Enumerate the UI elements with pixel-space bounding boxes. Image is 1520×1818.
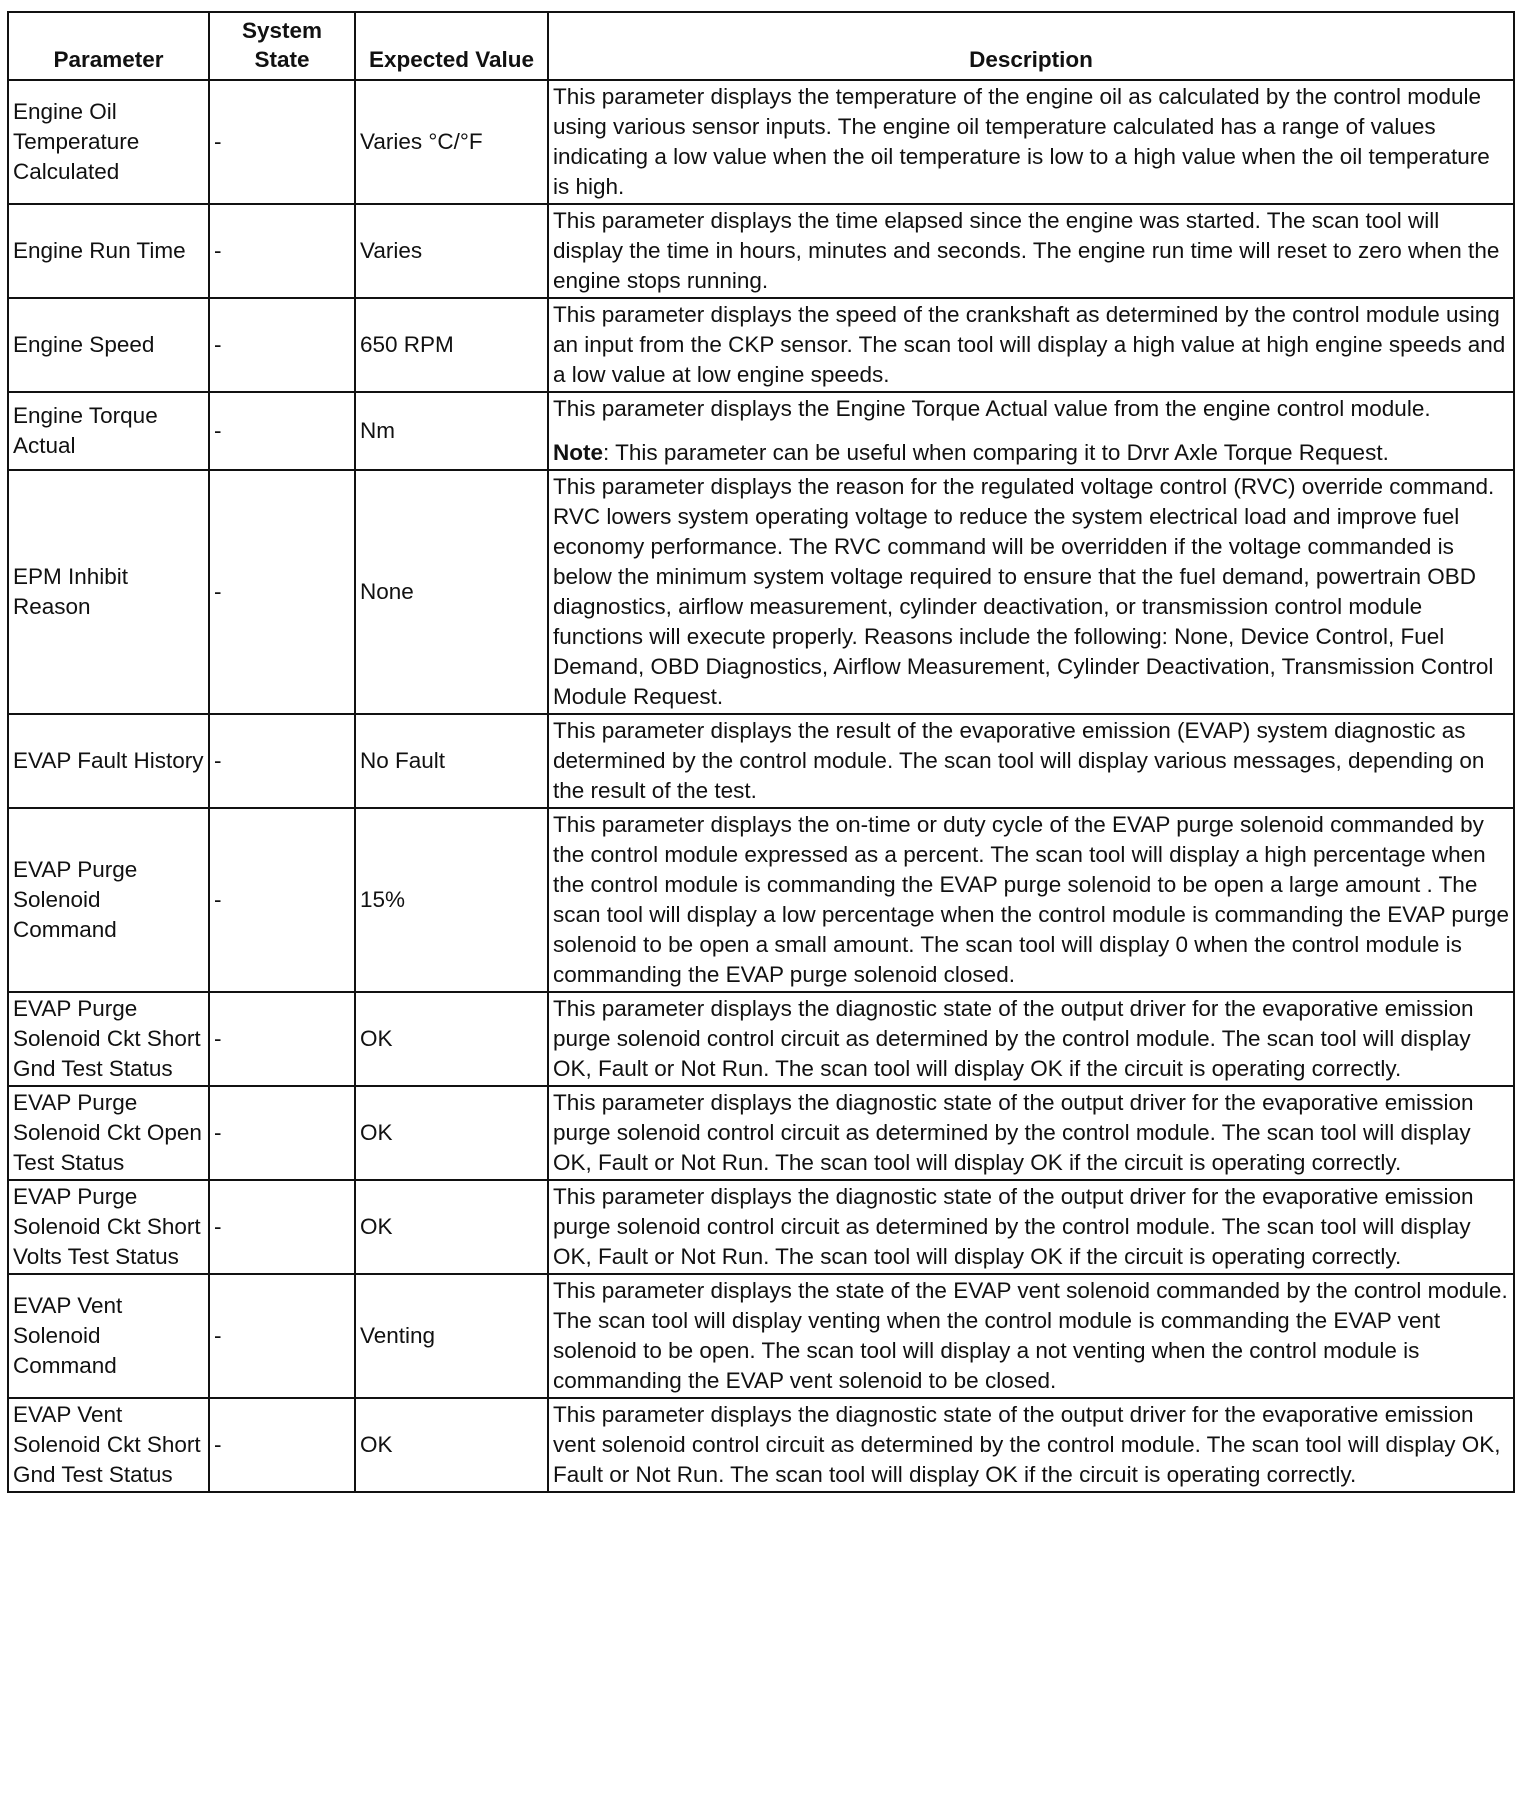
description-text: This parameter displays the diagnostic state of the output driver for the evaporative emission purge solenoid control circuit as determined by the control module. The scan tool will display OK, Fault or Not Run. The scan tool will display OK if the circuit is operating correctly. <box>553 996 1474 1081</box>
system-state-cell: - <box>209 204 355 298</box>
expected-value-cell: OK <box>355 992 548 1086</box>
parameter-cell: EPM Inhibit Reason <box>8 470 209 714</box>
expected-value-cell: Venting <box>355 1274 548 1398</box>
system-state-cell: - <box>209 714 355 808</box>
parameter-cell: EVAP Fault History <box>8 714 209 808</box>
parameter-cell: EVAP Vent Solenoid Command <box>8 1274 209 1398</box>
expected-value-cell: Nm <box>355 392 548 470</box>
description-cell <box>548 714 1514 808</box>
parameter-cell: Engine Torque Actual <box>8 392 209 470</box>
description-cell <box>548 992 1514 1086</box>
table-row <box>8 470 1514 714</box>
parameter-cell: Engine Speed <box>8 298 209 392</box>
system-state-cell: - <box>209 80 355 204</box>
table-row <box>8 714 1514 808</box>
system-state-cell: - <box>209 392 355 470</box>
description-cell <box>548 204 1514 298</box>
description-text: This parameter displays the time elapsed since the engine was started. The scan tool will display the time in hours, minutes and seconds. The engine run time will reset to zero when the engine stops running. <box>553 208 1500 293</box>
header-expected-value: Expected Value <box>355 12 548 80</box>
header-description: Description <box>548 12 1514 80</box>
system-state-cell: - <box>209 992 355 1086</box>
description-text: This parameter displays the diagnostic state of the output driver for the evaporative emission vent solenoid control circuit as determined by the control module. The scan tool will display OK, Fault or Not Run. The scan tool will display OK if the circuit is operating correctly. <box>553 1402 1501 1487</box>
system-state-cell: - <box>209 808 355 992</box>
description-text: This parameter displays the temperature of the engine oil as calculated by the control module using various sensor inputs. The engine oil temperature calculated has a range of values indicating a low value when the oil temperature is low to a high value when the oil temperature is high. <box>553 84 1490 199</box>
note-text: : This parameter can be useful when comparing it to Drvr Axle Torque Request. <box>603 440 1389 465</box>
description-text: This parameter displays the speed of the crankshaft as determined by the control module using an input from the CKP sensor. The scan tool will display a high value at high engine speeds and a low value at low engine speeds. <box>553 302 1506 387</box>
parameter-cell: EVAP Purge Solenoid Command <box>8 808 209 992</box>
document-page <box>7 11 1513 1493</box>
system-state-cell: - <box>209 1398 355 1492</box>
expected-value-cell: Varies <box>355 204 548 298</box>
parameter-cell: EVAP Purge Solenoid Ckt Short Gnd Test Status <box>8 992 209 1086</box>
table-row <box>8 392 1514 470</box>
expected-value-cell: Varies °C/°F <box>355 80 548 204</box>
expected-value-cell: 650 RPM <box>355 298 548 392</box>
expected-value-cell: 15% <box>355 808 548 992</box>
description-cell <box>548 1274 1514 1398</box>
description-cell <box>548 298 1514 392</box>
table-row <box>8 1180 1514 1274</box>
description-text: This parameter displays the diagnostic state of the output driver for the evaporative emission purge solenoid control circuit as determined by the control module. The scan tool will display OK, Fault or Not Run. The scan tool will display OK if the circuit is operating correctly. <box>553 1184 1474 1269</box>
parameter-cell: EVAP Vent Solenoid Ckt Short Gnd Test Status <box>8 1398 209 1492</box>
expected-value-cell: OK <box>355 1086 548 1180</box>
description-cell <box>548 1398 1514 1492</box>
system-state-cell: - <box>209 1086 355 1180</box>
table-header-row <box>8 12 1514 80</box>
expected-value-cell: No Fault <box>355 714 548 808</box>
description-cell <box>548 1086 1514 1180</box>
table-row <box>8 298 1514 392</box>
table-row <box>8 1398 1514 1492</box>
system-state-cell: - <box>209 298 355 392</box>
expected-value-cell: OK <box>355 1398 548 1492</box>
expected-value-cell: OK <box>355 1180 548 1274</box>
description-text: This parameter displays the diagnostic state of the output driver for the evaporative emission purge solenoid control circuit as determined by the control module. The scan tool will display OK, Fault or Not Run. The scan tool will display OK if the circuit is operating correctly. <box>553 1090 1474 1175</box>
parameter-cell: EVAP Purge Solenoid Ckt Open Test Status <box>8 1086 209 1180</box>
header-system-state: System State <box>209 12 355 80</box>
description-cell <box>548 392 1514 470</box>
expected-value-cell: None <box>355 470 548 714</box>
description-cell <box>548 470 1514 714</box>
table-row <box>8 808 1514 992</box>
system-state-cell: - <box>209 470 355 714</box>
parameter-cell: Engine Run Time <box>8 204 209 298</box>
header-parameter: Parameter <box>8 12 209 80</box>
description-cell <box>548 80 1514 204</box>
description-cell <box>548 808 1514 992</box>
description-cell <box>548 1180 1514 1274</box>
table-row <box>8 992 1514 1086</box>
description-text: This parameter displays the result of the evaporative emission (EVAP) system diagnostic as determined by the control module. The scan tool will display various messages, depending on the result of the test. <box>553 718 1485 803</box>
description-text: This parameter displays the Engine Torque Actual value from the engine control module. <box>553 396 1431 421</box>
note-label: Note <box>553 440 603 465</box>
table-row <box>8 1274 1514 1398</box>
description-text: This parameter displays the reason for the regulated voltage control (RVC) override command. RVC lowers system operating voltage to reduce the system electrical load and improve fuel economy performance. The RVC command will be overridden if the voltage commanded is below the minimum system voltage required to ensure that the fuel demand, powertrain OBD diagnostics, airflow measurement, cylinder deactivation, or transmission control module functions will execute properly. Reasons include the following: None, Device Control, Fuel Demand, OBD Diagnostics, Airflow Measurement, Cylinder Deactivation, Transmission Control Module Request. <box>553 474 1495 709</box>
table-row <box>8 204 1514 298</box>
description-note <box>553 438 1509 468</box>
description-text: This parameter displays the on-time or duty cycle of the EVAP purge solenoid commanded by the control module expressed as a percent. The scan tool will display a high percentage when the control module is commanding the EVAP purge solenoid to be open a large amount . The scan tool will display a low percentage when the control module is commanding the EVAP purge solenoid to be open a small amount. The scan tool will display 0 when the control module is commanding the EVAP purge solenoid closed. <box>553 812 1509 987</box>
table-row <box>8 80 1514 204</box>
system-state-cell: - <box>209 1274 355 1398</box>
parameter-cell: Engine Oil Temperature Calculated <box>8 80 209 204</box>
parameter-cell: EVAP Purge Solenoid Ckt Short Volts Test Status <box>8 1180 209 1274</box>
table-row <box>8 1086 1514 1180</box>
parameter-table <box>7 11 1515 1493</box>
description-text: This parameter displays the state of the EVAP vent solenoid commanded by the control module. The scan tool will display venting when the control module is commanding the EVAP vent solenoid to be open. The scan tool will display a not venting when the control module is commanding the EVAP vent solenoid to be closed. <box>553 1278 1508 1393</box>
system-state-cell: - <box>209 1180 355 1274</box>
